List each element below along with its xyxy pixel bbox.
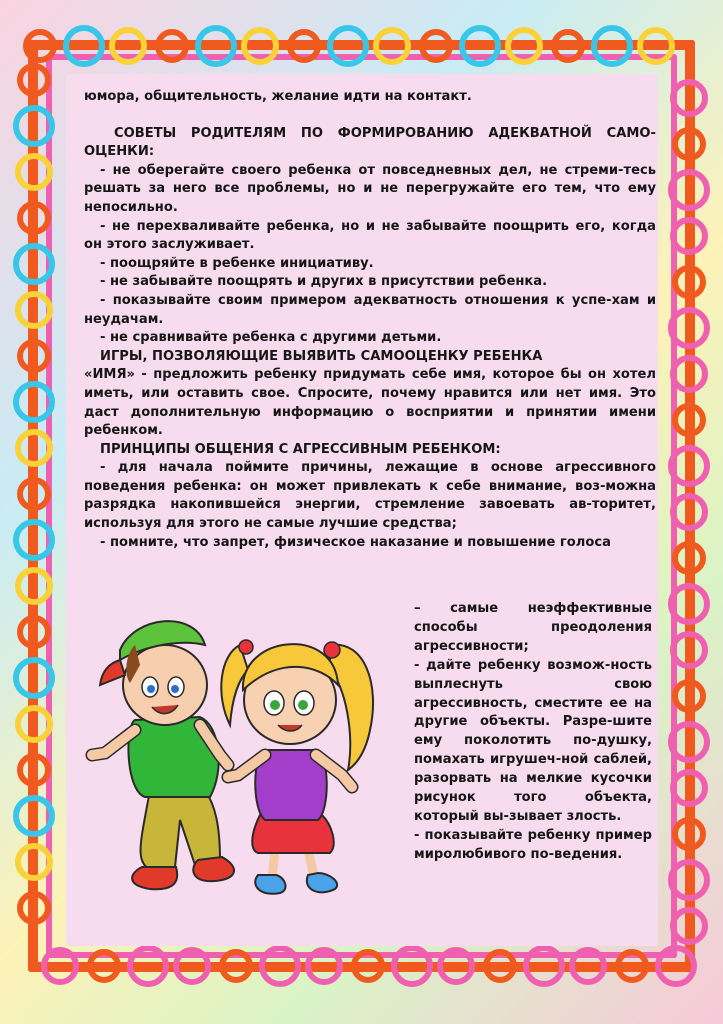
advice-item: - не перехваливайте ребенка, но и не забывайте поощрить его, когда он этого заслуживает. — [84, 218, 656, 253]
intro-line: юмора, общительность, желание идти на контакт. — [84, 89, 472, 104]
right-item: - дайте ребенку возмож-ность выплеснуть свою агрессивность, сместите ее на другие объекты. Разре-шите ему поколотить по-душку, помахать игрушеч-ной саблей, разорвать на мелкие кусочки рисунок того объекта, который вы-зывает злость. — [414, 657, 652, 824]
advice-item: - не оберегайте своего ребенка от повседневных дел, не стреми-тесь решать за него все проблемы, но и не перегружайте его тем, что ему непосильно. — [84, 162, 656, 215]
principle-item: - помните, что запрет, физическое наказание и повышение голоса — [100, 534, 611, 550]
heading-games: ИГРЫ, ПОЗВОЛЯЮЩИЕ ВЫЯВИТЬ САМООЦЕНКУ РЕБЕНКА — [100, 348, 543, 364]
right-item: - показывайте ребенку пример миролюбивого по-ведения. — [414, 827, 652, 862]
game-name-description: «ИМЯ» - предложить ребенку придумать себе имя, которое бы он хотел иметь, или оставить свое. Спросите, почему нравится или нет имя. Это даст дополнительную информацию о восприятии и принятии имени ребенком. — [84, 367, 656, 439]
advice-item: - не сравнивайте ребенка с другими детьми. — [100, 330, 442, 346]
right-item: – самые неэффективные способы преодоления агрессивности; — [414, 601, 652, 654]
boy-figure — [92, 621, 234, 889]
heading-self-esteem-advice: СОВЕТЫ РОДИТЕЛЯМ ПО ФОРМИРОВАНИЮ АДЕКВАТНОЙ САМО-ОЦЕНКИ: — [84, 125, 656, 160]
advice-item: - поощряйте в ребенке инициативу. — [100, 255, 374, 271]
advice-item: - показывайте своим примером адекватность отношения к успе-хам и неудачам. — [84, 292, 656, 327]
advice-item: - не забывайте поощрять и других в присутствии ребенка. — [100, 274, 548, 290]
heading-aggressive-child: ПРИНЦИПЫ ОБЩЕНИЯ С АГРЕССИВНЫМ РЕБЕНКОМ: — [100, 441, 501, 457]
principle-item: - для начала поймите причины, лежащие в основе агрессивного поведения ребенка: он может привлекать к себе внимание, воз-можна разрядка накопившейся энергии, стремление завоевать ав-торитет, используя для этого не самые лучшие средства; — [84, 460, 656, 532]
article-text — [84, 88, 656, 552]
right-column-text — [414, 600, 652, 865]
children-illustration — [80, 605, 410, 905]
girl-figure — [221, 640, 373, 894]
